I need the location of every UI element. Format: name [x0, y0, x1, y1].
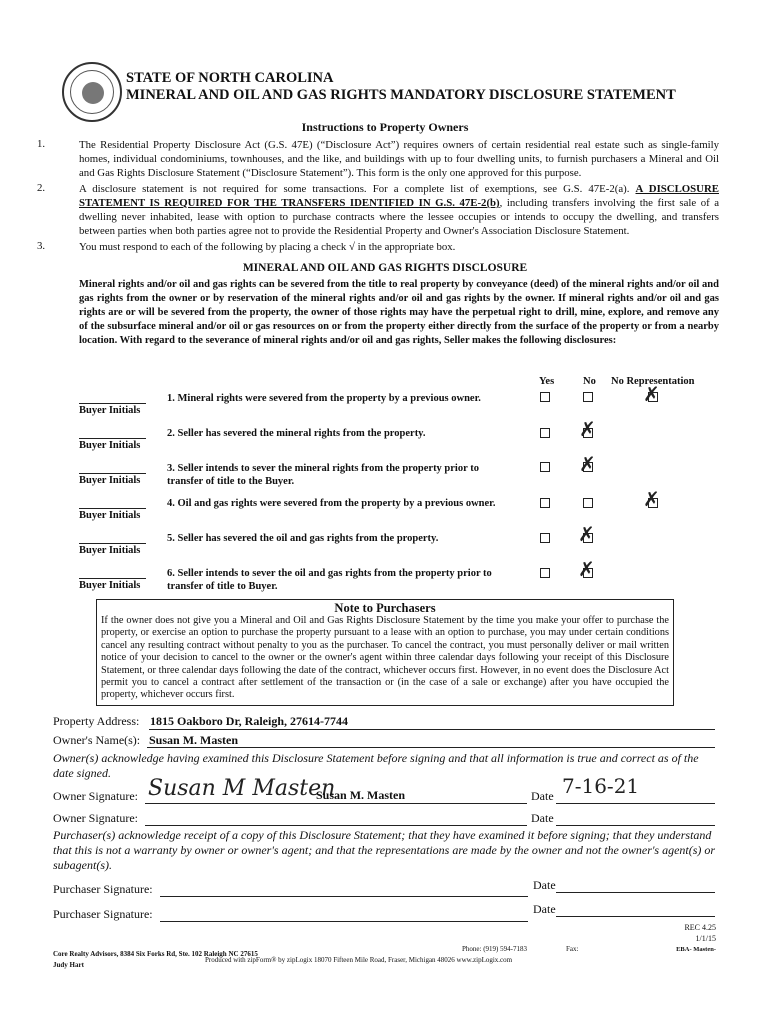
no-checkbox[interactable] — [583, 498, 593, 508]
purchaser-signature-2-line[interactable] — [160, 921, 528, 922]
yes-checkbox[interactable] — [540, 533, 550, 543]
question-6: 6. Seller intends to sever the oil and gas rights from the property prior to transfer of title to Buyer. — [167, 568, 492, 592]
column-no: No — [583, 376, 596, 387]
footer-produced-by: Produced with zipForm® by zipLogix 18070 Fifteen Mile Road, Fraser, Michigan 48026 www.zipLogix.com — [205, 956, 513, 964]
owner-date-line — [556, 803, 715, 804]
check-mark-icon: ✗ — [578, 557, 595, 581]
form-number: REC 4.25 1/1/15 EBA- Masten- — [676, 923, 716, 953]
check-mark-icon: ✗ — [579, 417, 596, 441]
column-no-representation: No Representation — [611, 376, 695, 387]
owners-name-value[interactable]: Susan M. Masten — [149, 733, 239, 747]
buyer-initials-label: Buyer Initials — [79, 405, 141, 416]
note-text: If the owner does not give you a Mineral and Oil and Gas Rights Disclosure Statement by the time you make your offer to purchase the property, or exercise an option to purchase the property pursuant to a lease with an option to purchase, you may under certain conditions cancel any resulting contract without penalty to you as the purchaser. To cancel the contract, you must personally deliver or mail written notice of your decision to cancel to the owner or the owner's agent within three calendar days following your receipt of this Disclosure Statement, or three calendar days following the date of the contract, whichever occurs first. However, in no event does the Disclosure Act permit you to cancel a contract after settlement of the transaction or (in the case of a sale or exchange) after you have occupied the property, whichever occurs first. — [101, 615, 669, 701]
owner-signature-label: Owner Signature: — [53, 789, 138, 803]
buyer-initials-line[interactable] — [79, 438, 146, 439]
owner-date-2-line[interactable] — [556, 825, 715, 826]
purchaser-signature-1-label: Purchaser Signature: — [53, 882, 153, 896]
check-mark-icon: ✗ — [579, 452, 596, 476]
owner-printed-name: Susan M. Masten — [316, 788, 406, 802]
yes-checkbox[interactable] — [540, 568, 550, 578]
yes-checkbox[interactable] — [540, 498, 550, 508]
purchaser-signature-2-label: Purchaser Signature: — [53, 907, 153, 921]
instruction-number-3: 3. — [37, 240, 46, 252]
instruction-number-1: 1. — [37, 138, 46, 150]
form-title-state: STATE OF NORTH CAROLINA — [126, 70, 334, 86]
buyer-initials-line[interactable] — [79, 508, 146, 509]
footer-agent: Judy Hart — [53, 961, 84, 969]
purchaser-date-2-line[interactable] — [556, 916, 715, 917]
disclosure-intro: Mineral rights and/or oil and gas rights can be severed from the title to real property by conveyance (deed) of the mineral rights and/or oil and gas rights from the owner or by reservation of the mineral rights and/or oil and gas rights by the owner. If mineral rights and/or oil and gas rights are or will be severed from the property, the owner of those rights may have the perpetual right to drill, mine, explore, and remove any of the subsurface mineral and/or oil or gas resources on or from the property either directly from the surface of the property or from a nearby location. With regard to the severance of mineral rights and/or oil and gas rights, Seller makes the following disclosures: — [79, 279, 719, 346]
purchaser-date-1-label: Date — [533, 878, 556, 892]
instruction-number-2: 2. — [37, 182, 46, 194]
buyer-initials-line[interactable] — [79, 543, 146, 544]
check-mark-icon: ✗ — [643, 487, 660, 511]
check-mark-icon: ✗ — [643, 382, 660, 406]
yes-checkbox[interactable] — [540, 428, 550, 438]
purchaser-signature-1-line[interactable] — [160, 896, 528, 897]
column-yes: Yes — [539, 376, 555, 387]
instruction-text-2: A disclosure statement is not required for some transactions. For a complete list of exemptions, see G.S. 47E-2(a). A DISCLOSURE STATEMENT IS REQUIRED FOR THE TRANSFERS IDENTIFIED IN G.S. 47E-2(b), including transfers involving the first sale of a dwelling never inhabited, lease with option to purchase contracts where the lessee occupies or intends to occupy the dwelling, and transfers between parties when both parties agree not to provide the Residential Property and Owner's Association Disclosure Statement. — [79, 183, 720, 237]
question-5: 5. Seller has severed the oil and gas rights from the property. — [167, 533, 439, 544]
buyer-initials-line[interactable] — [79, 403, 146, 404]
required-transfers-text: A DISCLOSURE STATEMENT IS REQUIRED FOR THE TRANSFERS IDENTIFIED IN G.S. 47E-2(b) — [79, 183, 719, 209]
owner-signature-2-label: Owner Signature: — [53, 811, 138, 825]
instruction-text-3: You must respond to each of the following by placing a check √ in the appropriate box. — [79, 241, 456, 253]
owners-name-label: Owner's Name(s): — [53, 733, 141, 747]
property-address-label: Property Address: — [53, 714, 140, 728]
question-3: 3. Seller intends to sever the mineral rights from the property prior to transfer of title to the Buyer. — [167, 463, 479, 487]
purchaser-date-1-line[interactable] — [556, 892, 715, 893]
owner-signature-2-line[interactable] — [145, 825, 527, 826]
question-4: 4. Oil and gas rights were severed from the property by a previous owner. — [167, 498, 496, 509]
purchaser-acknowledgement: Purchaser(s) acknowledge receipt of a copy of this Disclosure Statement; that they have examined it before signing; that they understand that this is not a warranty by owner or owner's agent; and that the representations are made by the owner and not the owner's agent(s) or subagent(s). — [53, 828, 716, 872]
purchaser-date-2-label: Date — [533, 902, 556, 916]
owner-date-value[interactable]: 7-16-21 — [562, 774, 640, 798]
instructions-heading: Instructions to Property Owners — [301, 120, 469, 134]
owner-handwritten-signature[interactable]: Susan M Masten — [148, 776, 336, 801]
footer-phone: Phone: (919) 594-7183 — [462, 945, 527, 953]
yes-checkbox[interactable] — [540, 462, 550, 472]
instruction-text-1: The Residential Property Disclosure Act (G.S. 47E) (“Disclosure Act”) requires owners of certain residential real estate such as single-family homes, individual condominiums, townhouses, and the like, and buildings with up to four dwelling units, to furnish purchasers a Mineral and Oil and Gas Rights Disclosure Statement (“Disclosure Statement”). This form is the only one approved for this purpose. — [79, 139, 719, 179]
buyer-initials-line[interactable] — [79, 473, 146, 474]
disclosure-heading: MINERAL AND OIL AND GAS RIGHTS DISCLOSURE — [242, 262, 528, 274]
footer-fax: Fax: — [566, 945, 579, 953]
yes-checkbox[interactable] — [540, 392, 550, 402]
buyer-initials-label: Buyer Initials — [79, 545, 141, 556]
buyer-initials-label: Buyer Initials — [79, 510, 141, 521]
note-heading: Note to Purchasers — [334, 601, 436, 615]
property-address-value[interactable]: 1815 Oakboro Dr, Raleigh, 27614-7744 — [150, 714, 349, 728]
check-mark-icon: ✗ — [578, 522, 595, 546]
owner-acknowledgement: Owner(s) acknowledge having examined this Disclosure Statement before signing and that all information is true and correct as of the date signed. — [53, 751, 699, 780]
footer-company: Core Realty Advisors, 8384 Six Forks Rd, Ste. 102 Raleigh NC 27615 — [53, 950, 258, 958]
buyer-initials-label: Buyer Initials — [79, 580, 141, 591]
buyer-initials-label: Buyer Initials — [79, 475, 141, 486]
question-2: 2. Seller has severed the mineral rights from the property. — [167, 428, 426, 439]
buyer-initials-line[interactable] — [79, 578, 146, 579]
owner-date-2-label: Date — [531, 811, 554, 825]
property-address-line — [149, 729, 715, 730]
owner-date-label: Date — [531, 789, 554, 803]
no-checkbox[interactable] — [583, 392, 593, 402]
buyer-initials-label: Buyer Initials — [79, 440, 141, 451]
state-seal-icon — [62, 62, 122, 122]
question-1: 1. Mineral rights were severed from the property by a previous owner. — [167, 393, 481, 404]
owner-signature-line — [145, 803, 527, 804]
form-title-main: MINERAL AND OIL AND GAS RIGHTS MANDATORY DISCLOSURE STATEMENT — [126, 87, 676, 103]
